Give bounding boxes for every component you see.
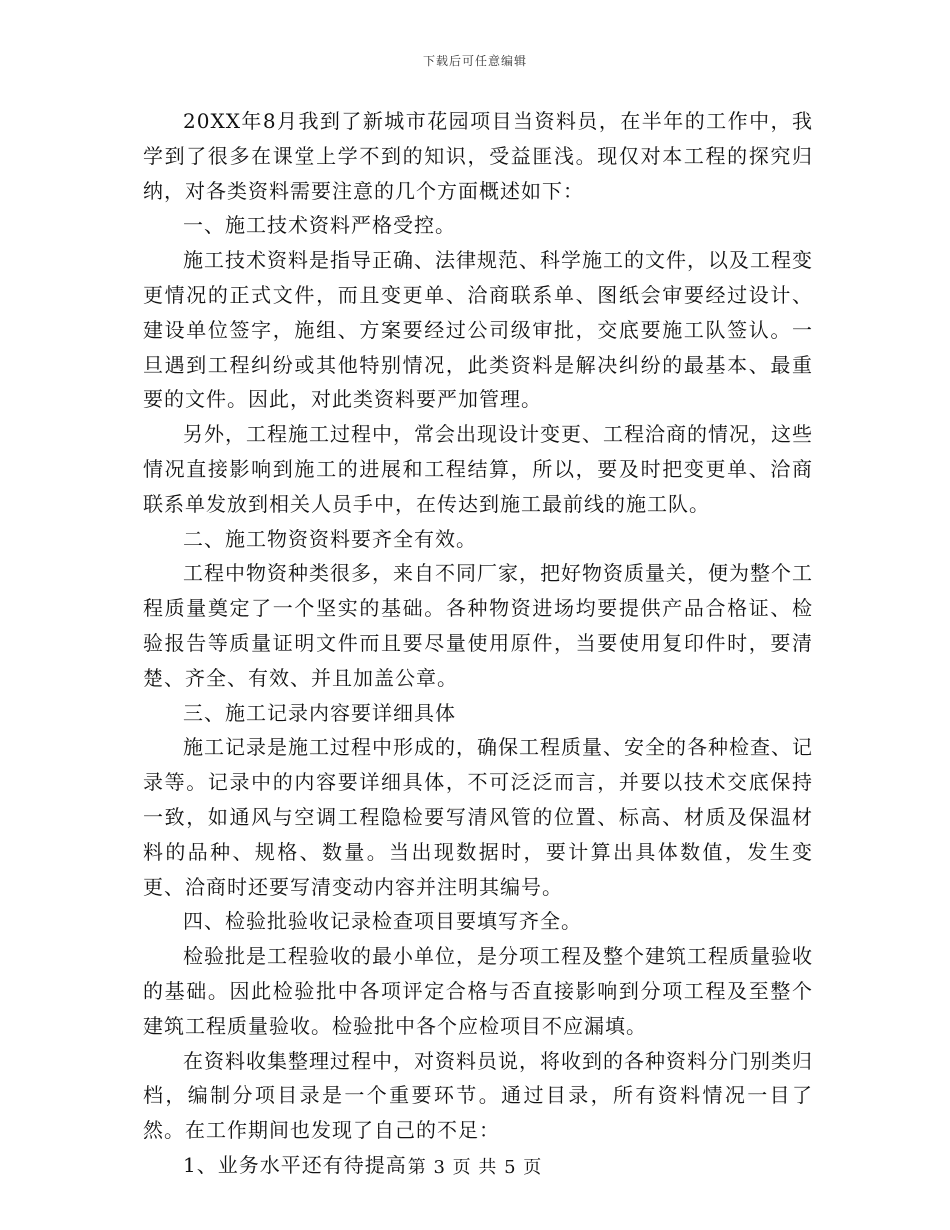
section-heading-4: 四、检验批验收记录检查项目要填写齐全。	[183, 909, 582, 934]
paragraph-intro: 20XX年8月我到了新城市花园项目当资料员，在半年的工作中，我学到了很多在课堂上学不到的知识，受益匪浅。现仅对本工程的探究归纳，对各类资料需要注意的几个方面概述如下：	[143, 109, 813, 203]
paragraph-technical-docs: 施工技术资料是指导正确、法律规范、科学施工的文件，以及工程变更情况的正式文件，而且变更单、洽商联系单、图纸会审要经过设计、建设单位签字，施组、方案要经过公司级审批，交底要施工队签认。一旦遇到工程纠纷或其他特别情况，此类资料是解决纠纷的最基本、最重要的文件。因此，对此类资料要严加管理。	[143, 248, 813, 412]
page-header-note: 下载后可任意编辑	[422, 54, 527, 68]
paragraph-materials: 工程中物资种类很多，来自不同厂家，把好物资质量关，便为整个工程质量奠定了一个坚实的基础。各种物资进场均要提供产品合格证、检验报告等质量证明文件而且要尽量使用原件，当要使用复印件时，要清楚、齐全、有效、并且加盖公章。	[143, 561, 813, 690]
page-number	[0, 1153, 950, 1179]
section-heading-3: 三、施工记录内容要详细具体	[183, 700, 456, 725]
paragraph-design-changes: 另外，工程施工过程中，常会出现设计变更、工程洽商的情况，这些情况直接影响到施工的进展和工程结算，所以，要及时把变更单、洽商联系单发放到相关人员手中，在传达到施工最前线的施工队。	[143, 422, 813, 516]
paragraph-construction-records: 施工记录是施工过程中形成的，确保工程质量、安全的各种检查、记录等。记录中的内容要详细具体，不可泛泛而言，并要以技术交底保持一致，如通风与空调工程隐检要写清风管的位置、标高、材质及保温材料的品种、规格、数量。当出现数据时，要计算出具体数值，发生变更、洽商时还要写清变动内容并注明其编号。	[143, 735, 813, 899]
section-heading-1: 一、施工技术资料严格受控。	[183, 213, 456, 238]
list-item-1: 1、业务水平还有待提高	[183, 1152, 407, 1177]
paragraph-archiving: 在资料收集整理过程中，对资料员说，将收到的各种资料分门别类归档，编制分项目录是一个重要环节。通过目录，所有资料情况一目了然。在工作期间也发现了自己的不足：	[143, 1048, 813, 1143]
paragraph-inspection-batch: 检验批是工程验收的最小单位，是分项工程及整个建筑工程质量验收的基础。因此检验批中各项评定合格与否直接影响到分项工程及至整个建筑工程质量验收。检验批中各个应检项目不应漏填。	[143, 944, 813, 1038]
section-heading-2: 二、施工物资资料要齐全有效。	[183, 526, 477, 551]
document-body	[143, 104, 813, 1183]
page-number-label: 第 3 页 共 5 页	[407, 1157, 543, 1178]
